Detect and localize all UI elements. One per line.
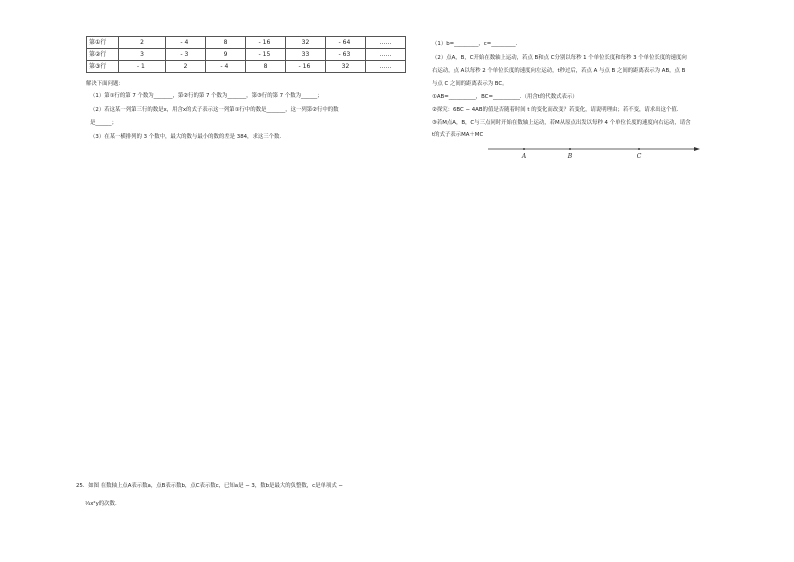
table-cell: ……	[366, 49, 406, 61]
part-1: （1）b=_________，c=_________.	[432, 41, 518, 47]
part-2-line-3: 与点 C 之间的距离表示为 BC。	[432, 81, 508, 87]
point-a-dot	[523, 148, 525, 150]
table-row	[87, 49, 406, 61]
part-2-line-2: 右运动，点 A以每秒 2 个单位长度的速度向左运动，t秒过后，若点 A 与点 B 之间的距离表示为 AB，点 B	[432, 68, 686, 74]
question-3: （3）在某一横排列的 3 个数中，最大的数与最小的数的差是 384，求这三个数.	[90, 134, 282, 140]
table-cell: ̵ 4	[166, 37, 206, 49]
point-c-dot	[638, 148, 640, 150]
question-25-line-2: ⅓x²y的次数.	[85, 501, 117, 507]
part-2-line-1: （2）点A，B，C开始在数轴上运动，若点 B和点 C分别以每秒 1 个单位长度和每秒 3 个单位长度的速度向	[432, 55, 687, 61]
part-2-sub-1: ①AB=__________，BC=__________.（用含t的代数式表示）	[432, 94, 578, 100]
row-label: 第②行	[87, 49, 119, 61]
table-cell: ̵ 1	[119, 61, 166, 73]
table-cell: ̵ 16	[246, 37, 286, 49]
point-a-label: A	[521, 153, 527, 160]
row-label: 第①行	[87, 37, 119, 49]
part-2-sub-3-line-2: t的式子表示MA＋MC	[432, 132, 484, 138]
table-cell: 3	[119, 49, 166, 61]
question-1: （1）第①行的第 7 个数为_______，第②行的第 7 个数为_______，第③行的第 7 个数为______；	[90, 93, 323, 99]
row-label: 第③行	[87, 61, 119, 73]
question-25-line-1: 25．如图 在数轴上点A表示数a，点B表示数b，点C表示数c，已知a是 − 3，数b是最大的负整数，c是单项式 −	[76, 483, 343, 489]
point-b-label: B	[567, 153, 573, 160]
table-cell: 33	[286, 49, 326, 61]
table-cell: 9	[206, 49, 246, 61]
table-row	[87, 61, 406, 73]
table-cell: ̵ 4	[206, 61, 246, 73]
number-line	[488, 144, 700, 162]
table-row	[87, 37, 406, 49]
part-2-sub-3-line-1: ③若M点A，B，C与三点同时开始在数轴上运动，若M从原点出发以每秒 4 个单位长度的速度向右运动，请含	[432, 120, 691, 126]
table-cell: 8	[206, 37, 246, 49]
table-cell: ̵ 63	[326, 49, 366, 61]
table-cell: 8	[246, 61, 286, 73]
intro-text: 解决下面问题：	[86, 81, 124, 87]
point-c-label: C	[636, 153, 642, 160]
table-cell: ……	[366, 37, 406, 49]
table-cell: 2	[166, 61, 206, 73]
sequence-table	[86, 36, 406, 73]
question-2-line-1: （2）若这某一列第三行的数是x，用含x的式子表示这一列第①行中的数是_______，这一列第②行中的数	[90, 107, 339, 113]
arrow-right-icon	[694, 147, 700, 151]
table-cell: 32	[326, 61, 366, 73]
table-cell: ……	[366, 61, 406, 73]
question-2-line-2: 是______；	[90, 120, 117, 126]
table-cell: ̵ 16	[286, 61, 326, 73]
table-cell: ̵ 3	[166, 49, 206, 61]
table-cell: 32	[286, 37, 326, 49]
table-cell: ̵ 64	[326, 37, 366, 49]
table-cell: 2	[119, 37, 166, 49]
part-2-sub-2: ②探究：6BC − 4AB的值是否随着时间 t 的变化而改变？若变化，请说明理由；若不变，请求出这个值.	[432, 107, 679, 113]
table-cell: ̵ 15	[246, 49, 286, 61]
point-b-dot	[569, 148, 571, 150]
